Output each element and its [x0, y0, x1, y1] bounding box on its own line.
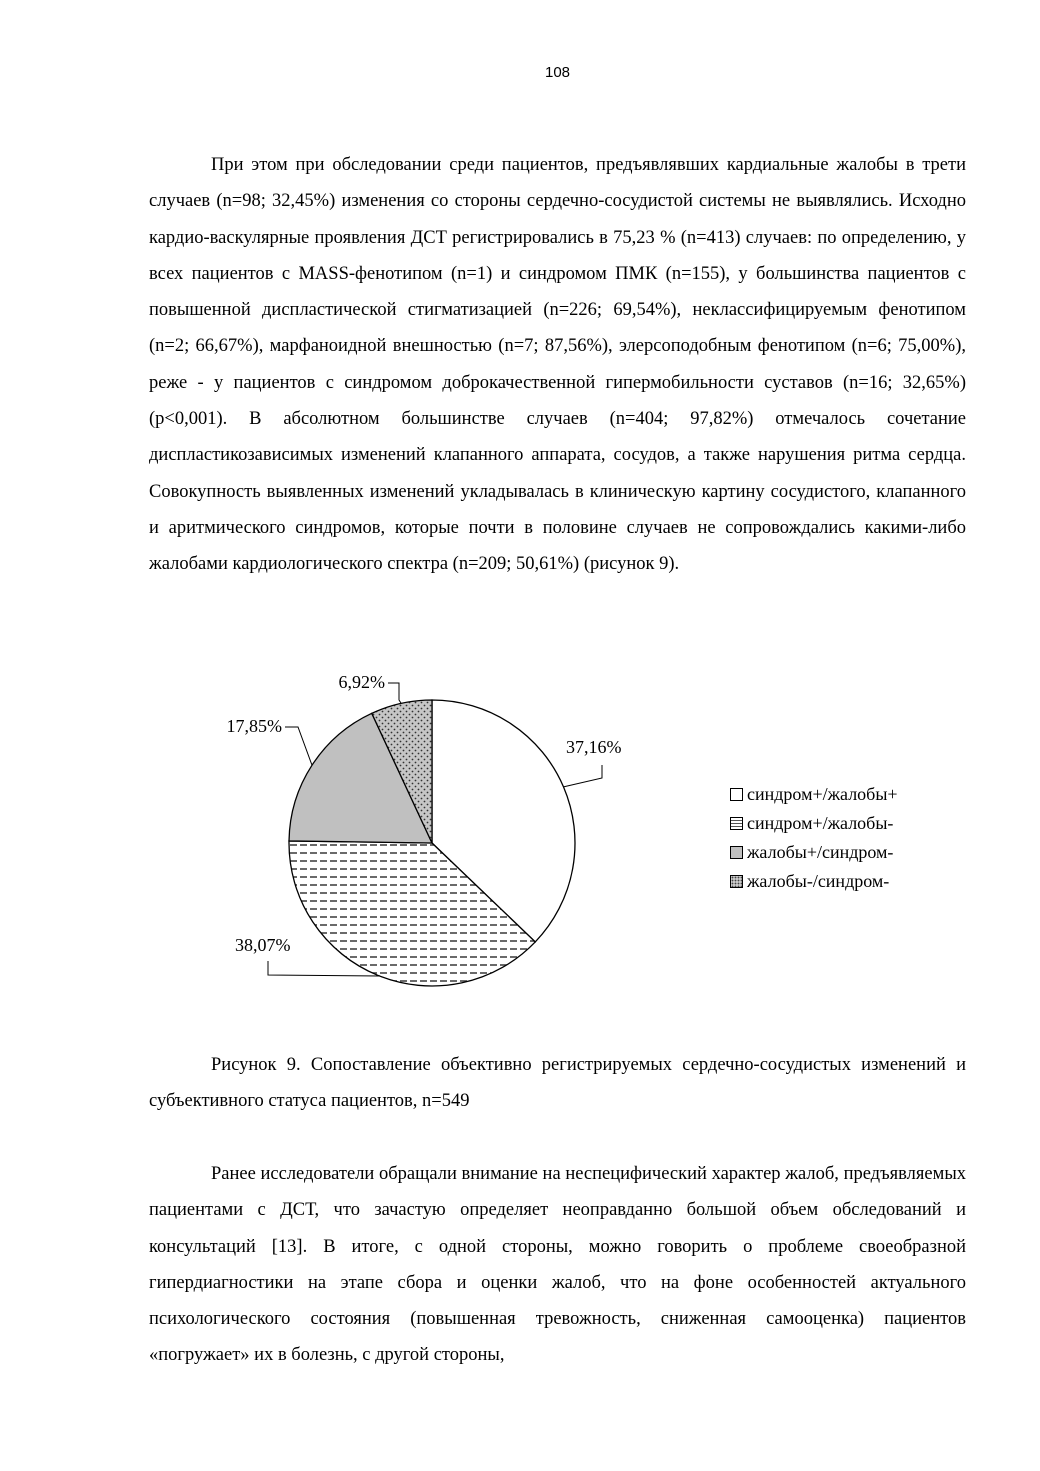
figure-caption: Рисунок 9. Сопоставление объективно регистрируемых сердечно-сосудистых изменений и субъективного статуса пациентов, n=549: [149, 1055, 966, 1112]
leader-line: [285, 727, 312, 765]
leader-line: [564, 765, 603, 787]
legend-label: жалобы-/синдром-: [747, 871, 890, 891]
legend-swatch: [730, 817, 743, 830]
body-paragraph-1: При этом при обследовании среди пациентов, предъявлявших кардиальные жалобы в трети случаев (n=98; 32,45%) изменения со стороны сердечно-сосудистой системы не выявлялись. Исходно кардио-васкулярные проявления ДСТ регистрировались в 75,23 % (n=413) случаев: по определению, у всех пациентов с MASS-фенотипом (n=1) и синдромом ПМК (n=155), у большинства пациентов с повышенной диспластической стигматизацией (n=226; 69,54%), неклассифицируемым фенотипом (n=2; 66,67%), марфаноидной внешностью (n=7; 87,56%), элерсоподобным фенотипом (n=6; 75,00%), реже - у пациентов с синдромом доброкачественной гипермобильности суставов (n=16; 32,65%) (p<0,001). В абсолютном большинстве случаев (n=404; 97,82%) отмечалось сочетание диспластикозависимых изменений клапанного аппарата, сосудов, а также нарушения ритма сердца. Совокупность выявленных изменений укладывалась в клиническую картину сосудистого, клапанного и аритмического синдромов, которые почти в половине случаев не сопровождались какими-либо жалобами кардиологического спектра (n=209; 50,61%) (рисунок 9).: [149, 155, 966, 575]
chart-legend: [730, 780, 898, 896]
data-label: 38,07%: [235, 935, 291, 955]
data-label: 17,85%: [226, 716, 282, 736]
data-label: 6,92%: [338, 672, 385, 692]
legend-swatch: [730, 788, 743, 801]
legend-item: [730, 867, 898, 896]
pie-chart: [210, 665, 970, 1005]
legend-label: жалобы+/синдром-: [747, 842, 894, 862]
legend-swatch: [730, 846, 743, 859]
legend-item: [730, 838, 898, 867]
body-paragraph-2: Ранее исследователи обращали внимание на неспецифический характер жалоб, предъявляемых пациентами с ДСТ, что зачастую определяет неоправданно большой объем обследований и консультаций [13]. В итоге, с одной стороны, можно говорить о проблеме своеобразной гипердиагностики на этапе сбора и оценки жалоб, что на фоне особенностей актуального психологического состояния (повышенная тревожность, сниженная самооценка) пациентов «погружает» их в болезнь, с другой стороны,: [149, 1164, 966, 1366]
legend-swatch: [730, 875, 743, 888]
leader-line: [388, 683, 401, 703]
legend-item: [730, 780, 898, 809]
data-label: 37,16%: [566, 737, 622, 757]
legend-item: [730, 809, 898, 838]
legend-label: синдром+/жалобы-: [747, 813, 894, 833]
page-number: 108: [544, 64, 571, 81]
legend-label: синдром+/жалобы+: [747, 784, 898, 804]
